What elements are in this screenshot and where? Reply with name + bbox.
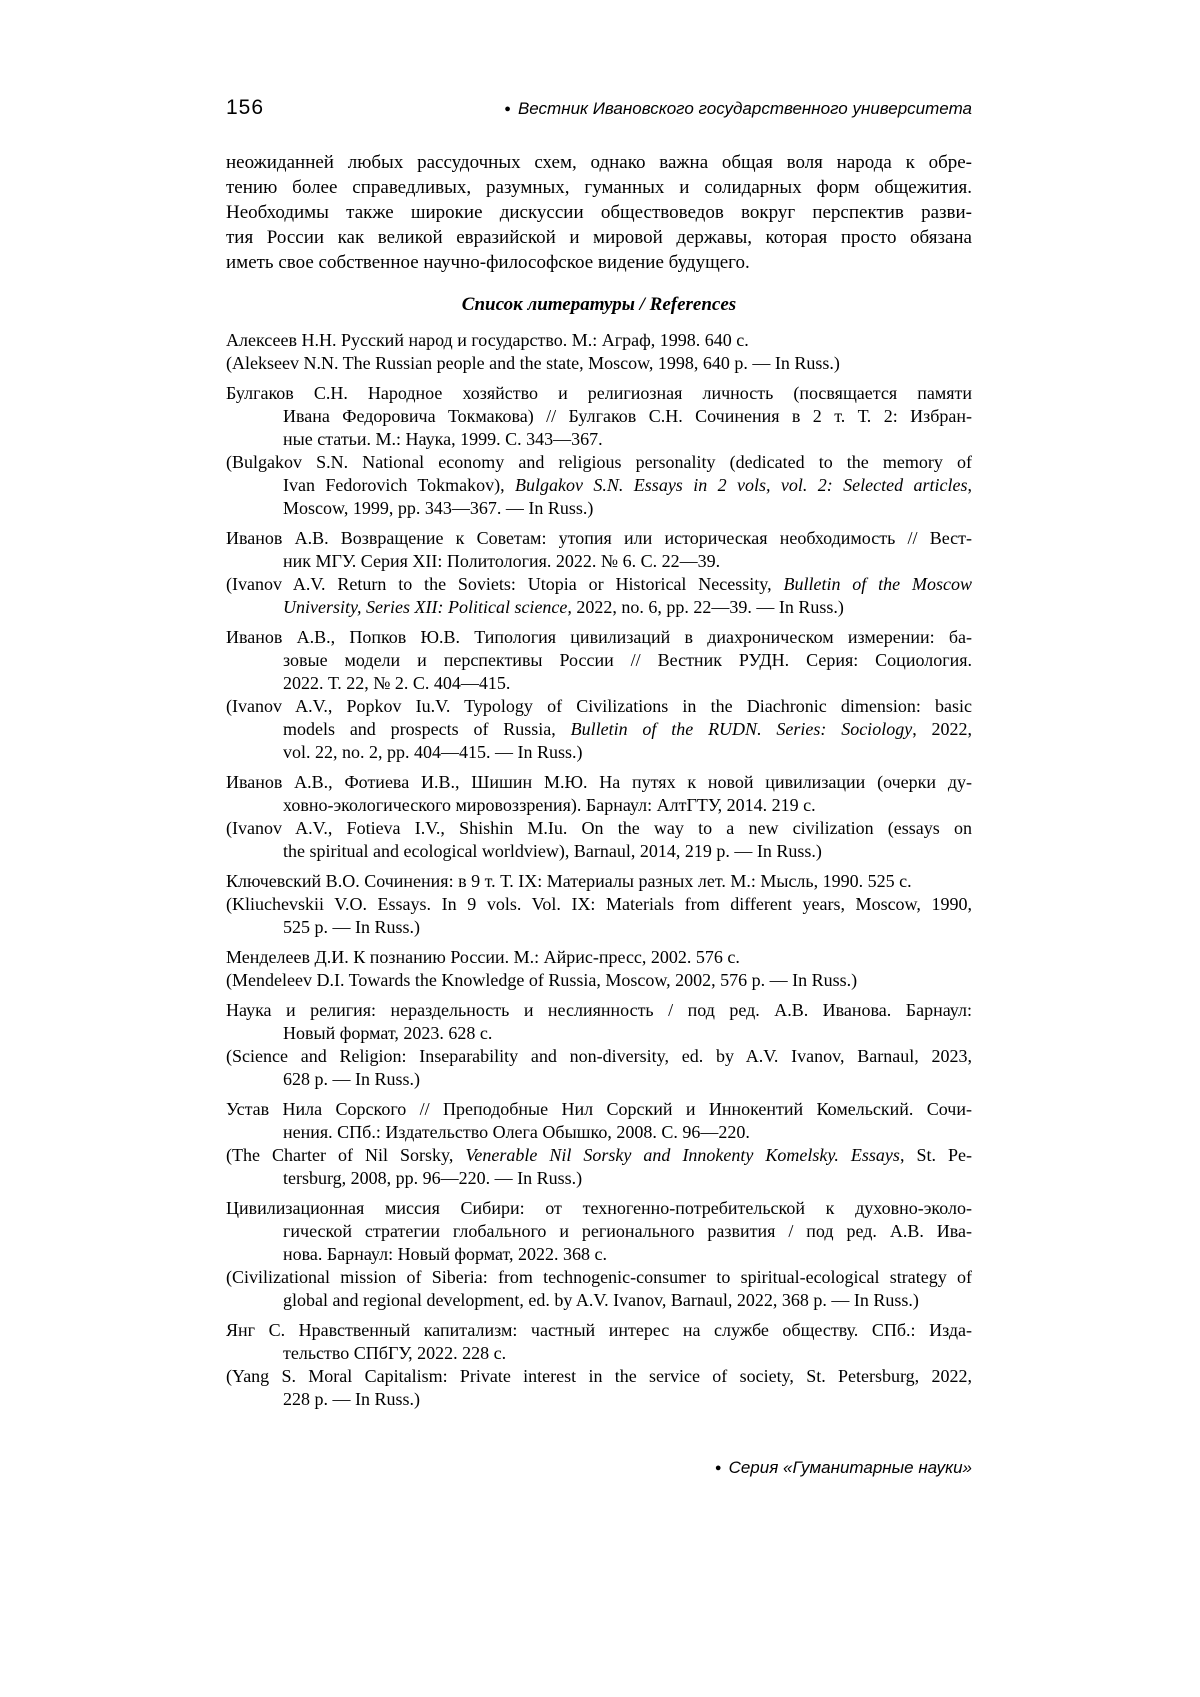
text-run: (Civilizational mission of Siberia: from technogenic-consumer to spiritual-ecological strategy of: [226, 1267, 972, 1287]
reference-line: [226, 1388, 972, 1411]
reference-line: [226, 1266, 972, 1289]
reference-line: [226, 451, 972, 474]
reference-entry: [226, 946, 972, 992]
journal-running-title: [504, 99, 972, 119]
text-run: Цивилизационная миссия Сибири: от техногенно-потребительской к духовно-эколо-: [226, 1198, 972, 1218]
text-run: (Bulgakov S.N. National economy and religious personality (dedicated to the memory of: [226, 452, 972, 472]
reference-line: [226, 1098, 972, 1121]
intro-line: неожиданней любых рассудочных схем, однако важна общая воля народа к обре-: [226, 152, 972, 173]
text-run: tersburg, 2008, pp. 96—220. — In Russ.): [283, 1168, 583, 1188]
reference-entry: [226, 1197, 972, 1312]
reference-line: [226, 1243, 972, 1266]
text-run: 2022. Т. 22, № 2. С. 404—415.: [283, 673, 511, 693]
text-run: (Ivanov A.V. Return to the Soviets: Utopia or Historical Necessity,: [226, 574, 784, 594]
reference-line: [226, 1121, 972, 1144]
text-run: Иванов А.В., Фотиева И.В., Шишин М.Ю. На путях к новой цивилизации (очерки ду-: [226, 772, 972, 792]
reference-line: [226, 626, 972, 649]
reference-line: [226, 573, 972, 596]
italic-title-run: Bulletin of the RUDN. Series: Sociology: [570, 719, 913, 739]
page-header: [226, 96, 972, 120]
reference-line: [226, 695, 972, 718]
text-run: ,: [967, 475, 972, 495]
text-run: Менделеев Д.И. К познанию России. М.: Айрис-пресс, 2002. 576 с.: [226, 947, 740, 967]
reference-line: [226, 840, 972, 863]
text-run: (Mendeleev D.I. Towards the Knowledge of Russia, Moscow, 2002, 576 p. — In Russ.): [226, 970, 858, 990]
intro-paragraph: [226, 150, 972, 275]
text-run: 228 p. — In Russ.): [283, 1389, 421, 1409]
italic-title-run: Venerable Nil Sorsky and Innokenty Komelsky. Essays: [465, 1145, 900, 1165]
text-run: (Science and Religion: Inseparability and non-diversity, ed. by A.V. Ivanov, Barnaul, 2023,: [226, 1046, 972, 1066]
reference-entry: [226, 626, 972, 764]
italic-title-run: University, Series XII: Political science,: [283, 597, 572, 617]
reference-line: [226, 794, 972, 817]
reference-line: [226, 916, 972, 939]
reference-line: [226, 1167, 972, 1190]
text-run: (Ivanov A.V., Popkov Iu.V. Typology of Civilizations in the Diachronic dimension: basic: [226, 696, 972, 716]
reference-entry: [226, 771, 972, 863]
text-run: (The Charter of Nil Sorsky,: [226, 1145, 466, 1165]
reference-line: [226, 405, 972, 428]
journal-title-text: Вестник Ивановского государственного университета: [517, 99, 972, 118]
reference-line: [226, 352, 972, 375]
text-run: нения. СПб.: Издательство Олега Обышко, 2008. С. 96—220.: [283, 1122, 750, 1142]
text-run: , St. Pe-: [899, 1145, 972, 1165]
text-run: (Kliuchevskii V.O. Essays. In 9 vols. Vol. IX: Materials from different years, Moscow, 1990,: [226, 894, 972, 914]
series-title-text: Серия «Гуманитарные науки»: [728, 1458, 972, 1477]
text-run: Янг С. Нравственный капитализм: частный интерес на службе обществу. СПб.: Изда-: [226, 1320, 972, 1340]
italic-title-run: Bulgakov S.N. Essays in 2 vols, vol. 2: Selected articles: [515, 475, 968, 495]
text-run: Moscow, 1999, pp. 343—367. — In Russ.): [283, 498, 594, 518]
reference-line: [226, 382, 972, 405]
text-run: 628 p. — In Russ.): [283, 1069, 421, 1089]
reference-line: [226, 649, 972, 672]
text-run: Ivan Fedorovich Tokmakov),: [283, 475, 516, 495]
reference-line: [226, 1342, 972, 1365]
reference-line: [226, 497, 972, 520]
reference-entry: [226, 999, 972, 1091]
reference-line: [226, 741, 972, 764]
text-run: Новый формат, 2023. 628 с.: [283, 1023, 493, 1043]
reference-entry: [226, 1098, 972, 1190]
italic-title-run: Bulletin of the Moscow: [783, 574, 972, 594]
reference-entry: [226, 1319, 972, 1411]
page-footer: [226, 1458, 972, 1478]
header-bullet-icon: ●: [504, 103, 511, 115]
reference-line: [226, 718, 972, 741]
references-list: [226, 329, 972, 1411]
text-run: ник МГУ. Серия XII: Политология. 2022. № 6. С. 22—39.: [283, 551, 721, 571]
text-run: Ключевский В.О. Сочинения: в 9 т. Т. IX: Материалы разных лет. М.: Мысль, 1990. 525 с.: [226, 871, 912, 891]
text-run: тельство СПбГУ, 2022. 228 с.: [283, 1343, 507, 1363]
reference-line: [226, 1144, 972, 1167]
reference-line: [226, 817, 972, 840]
reference-line: [226, 1197, 972, 1220]
text-run: Наука и религия: нераздельность и неслиянность / под ред. А.В. Иванова. Барнаул:: [226, 1000, 972, 1020]
reference-entry: [226, 382, 972, 520]
references-heading: Список литературы / References: [461, 294, 737, 315]
text-run: global and regional development, ed. by A.V. Ivanov, Barnaul, 2022, 368 p. — In Russ.): [283, 1290, 919, 1310]
text-run: 2022, no. 6, pp. 22—39. — In Russ.): [571, 597, 844, 617]
reference-line: [226, 1068, 972, 1091]
text-run: (Ivanov A.V., Fotieva I.V., Shishin M.Iu. On the way to a new civilization (essays on: [226, 818, 972, 838]
page-number: 156: [226, 96, 265, 119]
reference-line: [226, 672, 972, 695]
text-run: (Yang S. Moral Capitalism: Private interest in the service of society, St. Petersburg, 2022,: [226, 1366, 972, 1386]
reference-line: [226, 946, 972, 969]
reference-line: [226, 969, 972, 992]
reference-line: [226, 870, 972, 893]
reference-line: [226, 893, 972, 916]
text-run: зовые модели и перспективы России // Вестник РУДН. Серия: Социология.: [283, 650, 972, 670]
reference-line: [226, 596, 972, 619]
text-run: нова. Барнаул: Новый формат, 2022. 368 с.: [283, 1244, 608, 1264]
reference-entry: [226, 329, 972, 375]
reference-line: [226, 999, 972, 1022]
intro-line: тению более справедливых, разумных, гуманных и солидарных форм общежития.: [226, 177, 972, 198]
reference-line: [226, 1045, 972, 1068]
text-run: гической стратегии глобального и регионального развития / под ред. А.В. Ива-: [283, 1221, 972, 1241]
text-run: 525 p. — In Russ.): [283, 917, 421, 937]
text-run: Иванов А.В. Возвращение к Советам: утопия или историческая необходимость // Вест-: [226, 528, 972, 548]
reference-entry: [226, 527, 972, 619]
text-run: Алексеев Н.Н. Русский народ и государство. М.: Аграф, 1998. 640 с.: [226, 330, 749, 350]
intro-line: тия России как великой евразийской и мировой державы, которая просто обязана: [226, 227, 972, 248]
reference-line: [226, 428, 972, 451]
text-run: , 2022,: [912, 719, 973, 739]
text-run: Булгаков С.Н. Народное хозяйство и религиозная личность (посвящается памяти: [226, 383, 972, 403]
reference-line: [226, 550, 972, 573]
body-flow: [226, 150, 972, 1418]
text-run: ховно-экологического мировоззрения). Барнаул: АлтГТУ, 2014. 219 с.: [283, 795, 816, 815]
intro-line: Необходимы также широкие дискуссии обществоведов вокруг перспектив разви-: [226, 202, 972, 223]
intro-line: иметь свое собственное научно-философское видение будущего.: [226, 252, 750, 273]
reference-line: [226, 1220, 972, 1243]
reference-line: [226, 1289, 972, 1312]
reference-line: [226, 1319, 972, 1342]
text-run: Иванов А.В., Попков Ю.В. Типология цивилизаций в диахроническом измерении: ба-: [226, 627, 972, 647]
reference-line: [226, 1022, 972, 1045]
reference-line: [226, 329, 972, 352]
text-run: (Alekseev N.N. The Russian people and the state, Moscow, 1998, 640 p. — In Russ.): [226, 353, 840, 373]
text-run: models and prospects of Russia,: [283, 719, 571, 739]
text-run: Ивана Федоровича Токмакова) // Булгаков С.Н. Сочинения в 2 т. Т. 2: Избран-: [283, 406, 972, 426]
reference-line: [226, 1365, 972, 1388]
reference-entry: [226, 870, 972, 939]
text-run: the spiritual and ecological worldview), Barnaul, 2014, 219 p. — In Russ.): [283, 841, 822, 861]
footer-bullet-icon: ●: [714, 1462, 722, 1474]
reference-line: [226, 474, 972, 497]
text-run: vol. 22, no. 2, pp. 404—415. — In Russ.): [283, 742, 583, 762]
reference-line: [226, 771, 972, 794]
text-run: ные статьи. М.: Наука, 1999. С. 343—367.: [283, 429, 603, 449]
reference-line: [226, 527, 972, 550]
text-run: Устав Нила Сорского // Преподобные Нил Сорский и Иннокентий Комельский. Сочи-: [226, 1099, 972, 1119]
